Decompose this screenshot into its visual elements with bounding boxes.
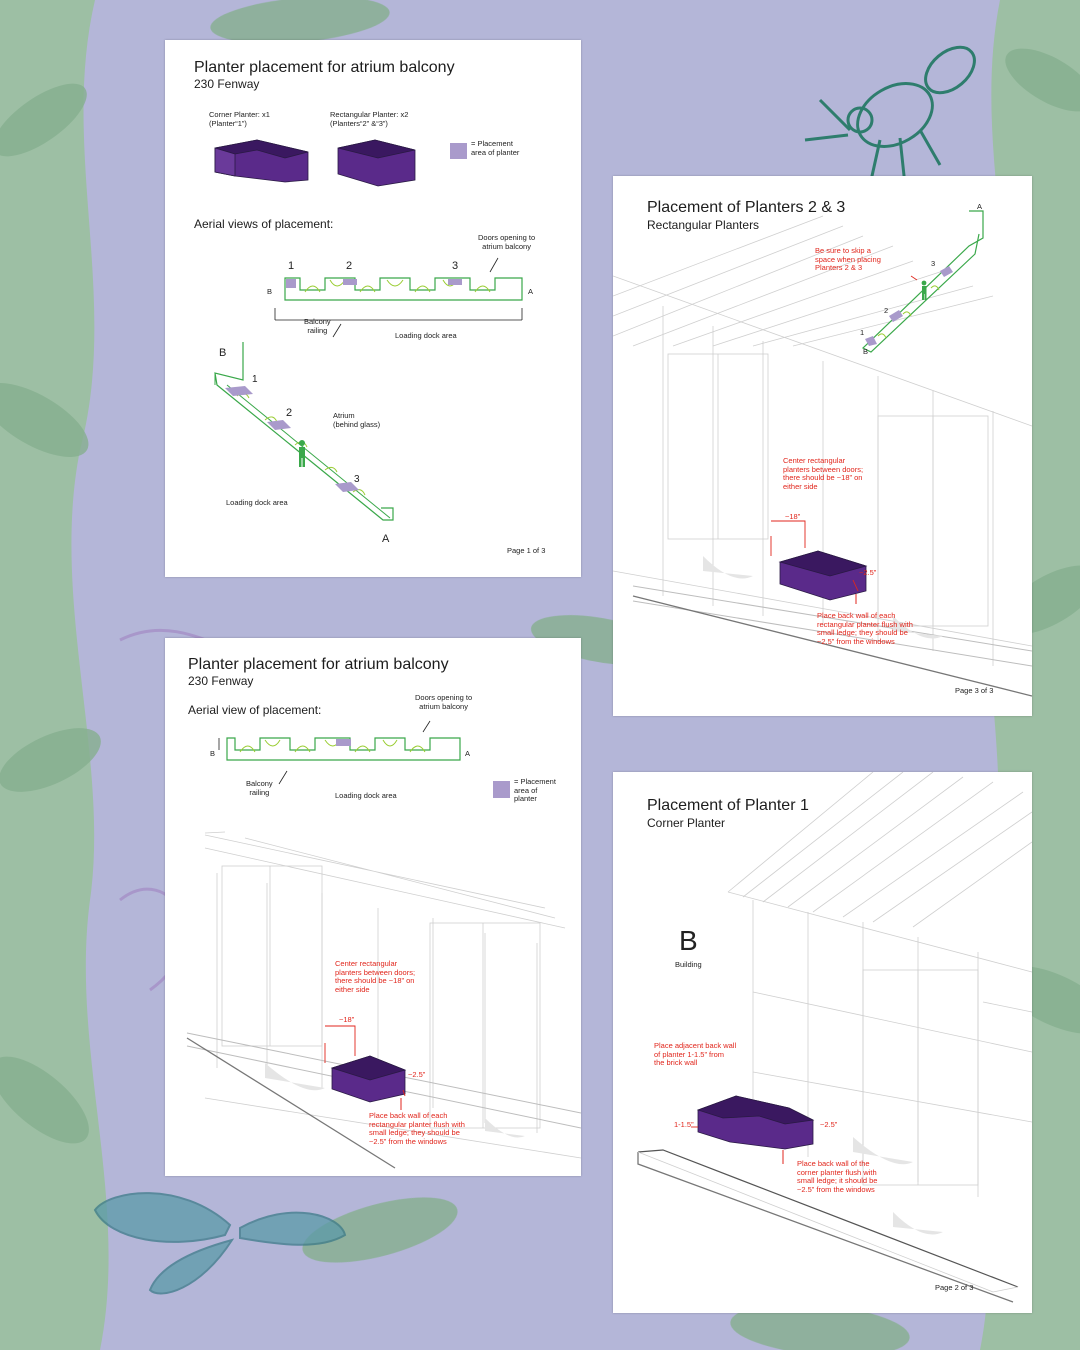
building-b-label: B: [679, 925, 698, 956]
end-a-label: A: [528, 287, 534, 296]
dim-2-5-label-3: ~2.5”: [820, 1120, 838, 1129]
panel-page-1: [165, 40, 581, 577]
placement-legend-swatch: [450, 143, 467, 159]
panel-page-1-alt: [165, 638, 581, 1176]
mini-number-3: 3: [931, 259, 936, 268]
back-wall-note: Place back wall of each rectangular planter flush with small ledge; they should be ~2.5” from the windows: [817, 611, 913, 646]
center-planters-note: Center rectangular planters between doors; there should be ~18” on either side: [783, 456, 864, 491]
mini-aerial-view: [863, 211, 983, 352]
doors-label: Doors opening to atrium balcony: [478, 233, 536, 251]
corner-back-wall-note: Place back wall of the corner planter flush with small ledge; it should be ~2.5” from the windows: [797, 1159, 878, 1194]
corner-planter-label: Corner Planter: x1 (Planter“1”): [209, 110, 270, 128]
center-planters-note-2: Center rectangular planters between doors; there should be ~18” on either side: [335, 959, 416, 994]
diag-number-1: 1: [252, 374, 258, 385]
dim-18-label-2: ~18”: [339, 1015, 355, 1024]
person-figure-icon: [299, 440, 305, 467]
mini-end-b: B: [863, 347, 869, 356]
rect-planter-in-scene: [780, 551, 866, 600]
page-1-alt-illustration: [165, 638, 581, 1176]
rectangular-planter-label: Rectangular Planter: x2 (Planters“2” &“3”): [330, 110, 409, 128]
page-3-subtitle: Rectangular Planters: [647, 218, 760, 232]
diag-loading-dock-label: Loading dock area: [226, 498, 288, 507]
atrium-label: Atrium (behind glass): [333, 411, 381, 429]
page-2-subtitle: Corner Planter: [647, 816, 726, 830]
diag-number-3: 3: [354, 474, 360, 485]
panel-page-2: [613, 772, 1032, 1313]
rect-planter-in-scene-2: [332, 1056, 405, 1102]
dim-18-label: ~18”: [785, 512, 801, 521]
page-3-title: Placement of Planters 2 & 3: [647, 199, 846, 216]
adjacent-back-wall-note: Place adjacent back wall of planter 1-1.5” from the brick wall: [654, 1041, 737, 1068]
dim-2-5-label: ~2.5”: [859, 568, 877, 577]
page-2-number: Page 2 of 3: [935, 1283, 974, 1292]
dim-2-5-label-2: ~2.5”: [408, 1070, 426, 1079]
page-1-title: Planter placement for atrium balcony: [194, 59, 455, 76]
mini-person-icon: [922, 281, 927, 300]
page-1-number: Page 1 of 3: [507, 546, 546, 555]
page-1-alt-title: Planter placement for atrium balcony: [188, 656, 449, 673]
skip-space-note: Be sure to skip a space when placing Planters 2 & 3: [815, 246, 881, 273]
aerial-views-heading: Aerial views of placement:: [194, 217, 334, 231]
mini-number-2: 2: [884, 306, 889, 315]
aerial-view-diagonal: [215, 342, 393, 520]
end-b-label-2: B: [210, 749, 216, 758]
diag-end-b: B: [219, 347, 227, 359]
placement-legend-label-2: = Placement area of planter: [514, 777, 556, 804]
page-1-subtitle: 230 Fenway: [194, 77, 260, 91]
rectangular-planter-illustration: [338, 140, 415, 186]
corner-planter-in-scene: [698, 1096, 813, 1149]
panel-page-3: [613, 176, 1032, 716]
loading-dock-label: Loading dock area: [395, 331, 457, 340]
end-b-label: B: [267, 287, 273, 296]
mini-number-1: 1: [860, 328, 865, 337]
planter-number-2: 2: [346, 260, 353, 272]
page-3-number: Page 3 of 3: [955, 686, 994, 695]
balcony-railing-label-2: Balcony railing: [246, 779, 273, 797]
planter-number-1: 1: [288, 260, 295, 272]
loading-dock-label-2: Loading dock area: [335, 791, 397, 800]
placement-legend-label: = Placement area of planter: [471, 139, 520, 157]
aerial-view-heading: Aerial view of placement:: [188, 703, 322, 717]
dim-1-1-5-label: 1-1.5”: [674, 1120, 694, 1129]
diag-end-a: A: [382, 533, 390, 545]
doors-label-2: Doors opening to atrium balcony: [415, 693, 473, 711]
building-label: Building: [675, 960, 702, 969]
page-1-alt-subtitle: 230 Fenway: [188, 674, 254, 688]
diag-number-2: 2: [286, 407, 293, 419]
end-a-label-2: A: [465, 749, 471, 758]
corner-planter-illustration: [215, 140, 308, 182]
planter-number-3: 3: [452, 260, 459, 272]
page-2-title: Placement of Planter 1: [647, 797, 809, 814]
back-wall-note-2: Place back wall of each rectangular planter flush with small ledge; they should be ~2.5” from the windows: [369, 1111, 465, 1146]
placement-legend-swatch-2: [493, 781, 510, 798]
mini-end-a: A: [977, 202, 983, 211]
balcony-railing-label: Balcony railing: [304, 317, 331, 335]
